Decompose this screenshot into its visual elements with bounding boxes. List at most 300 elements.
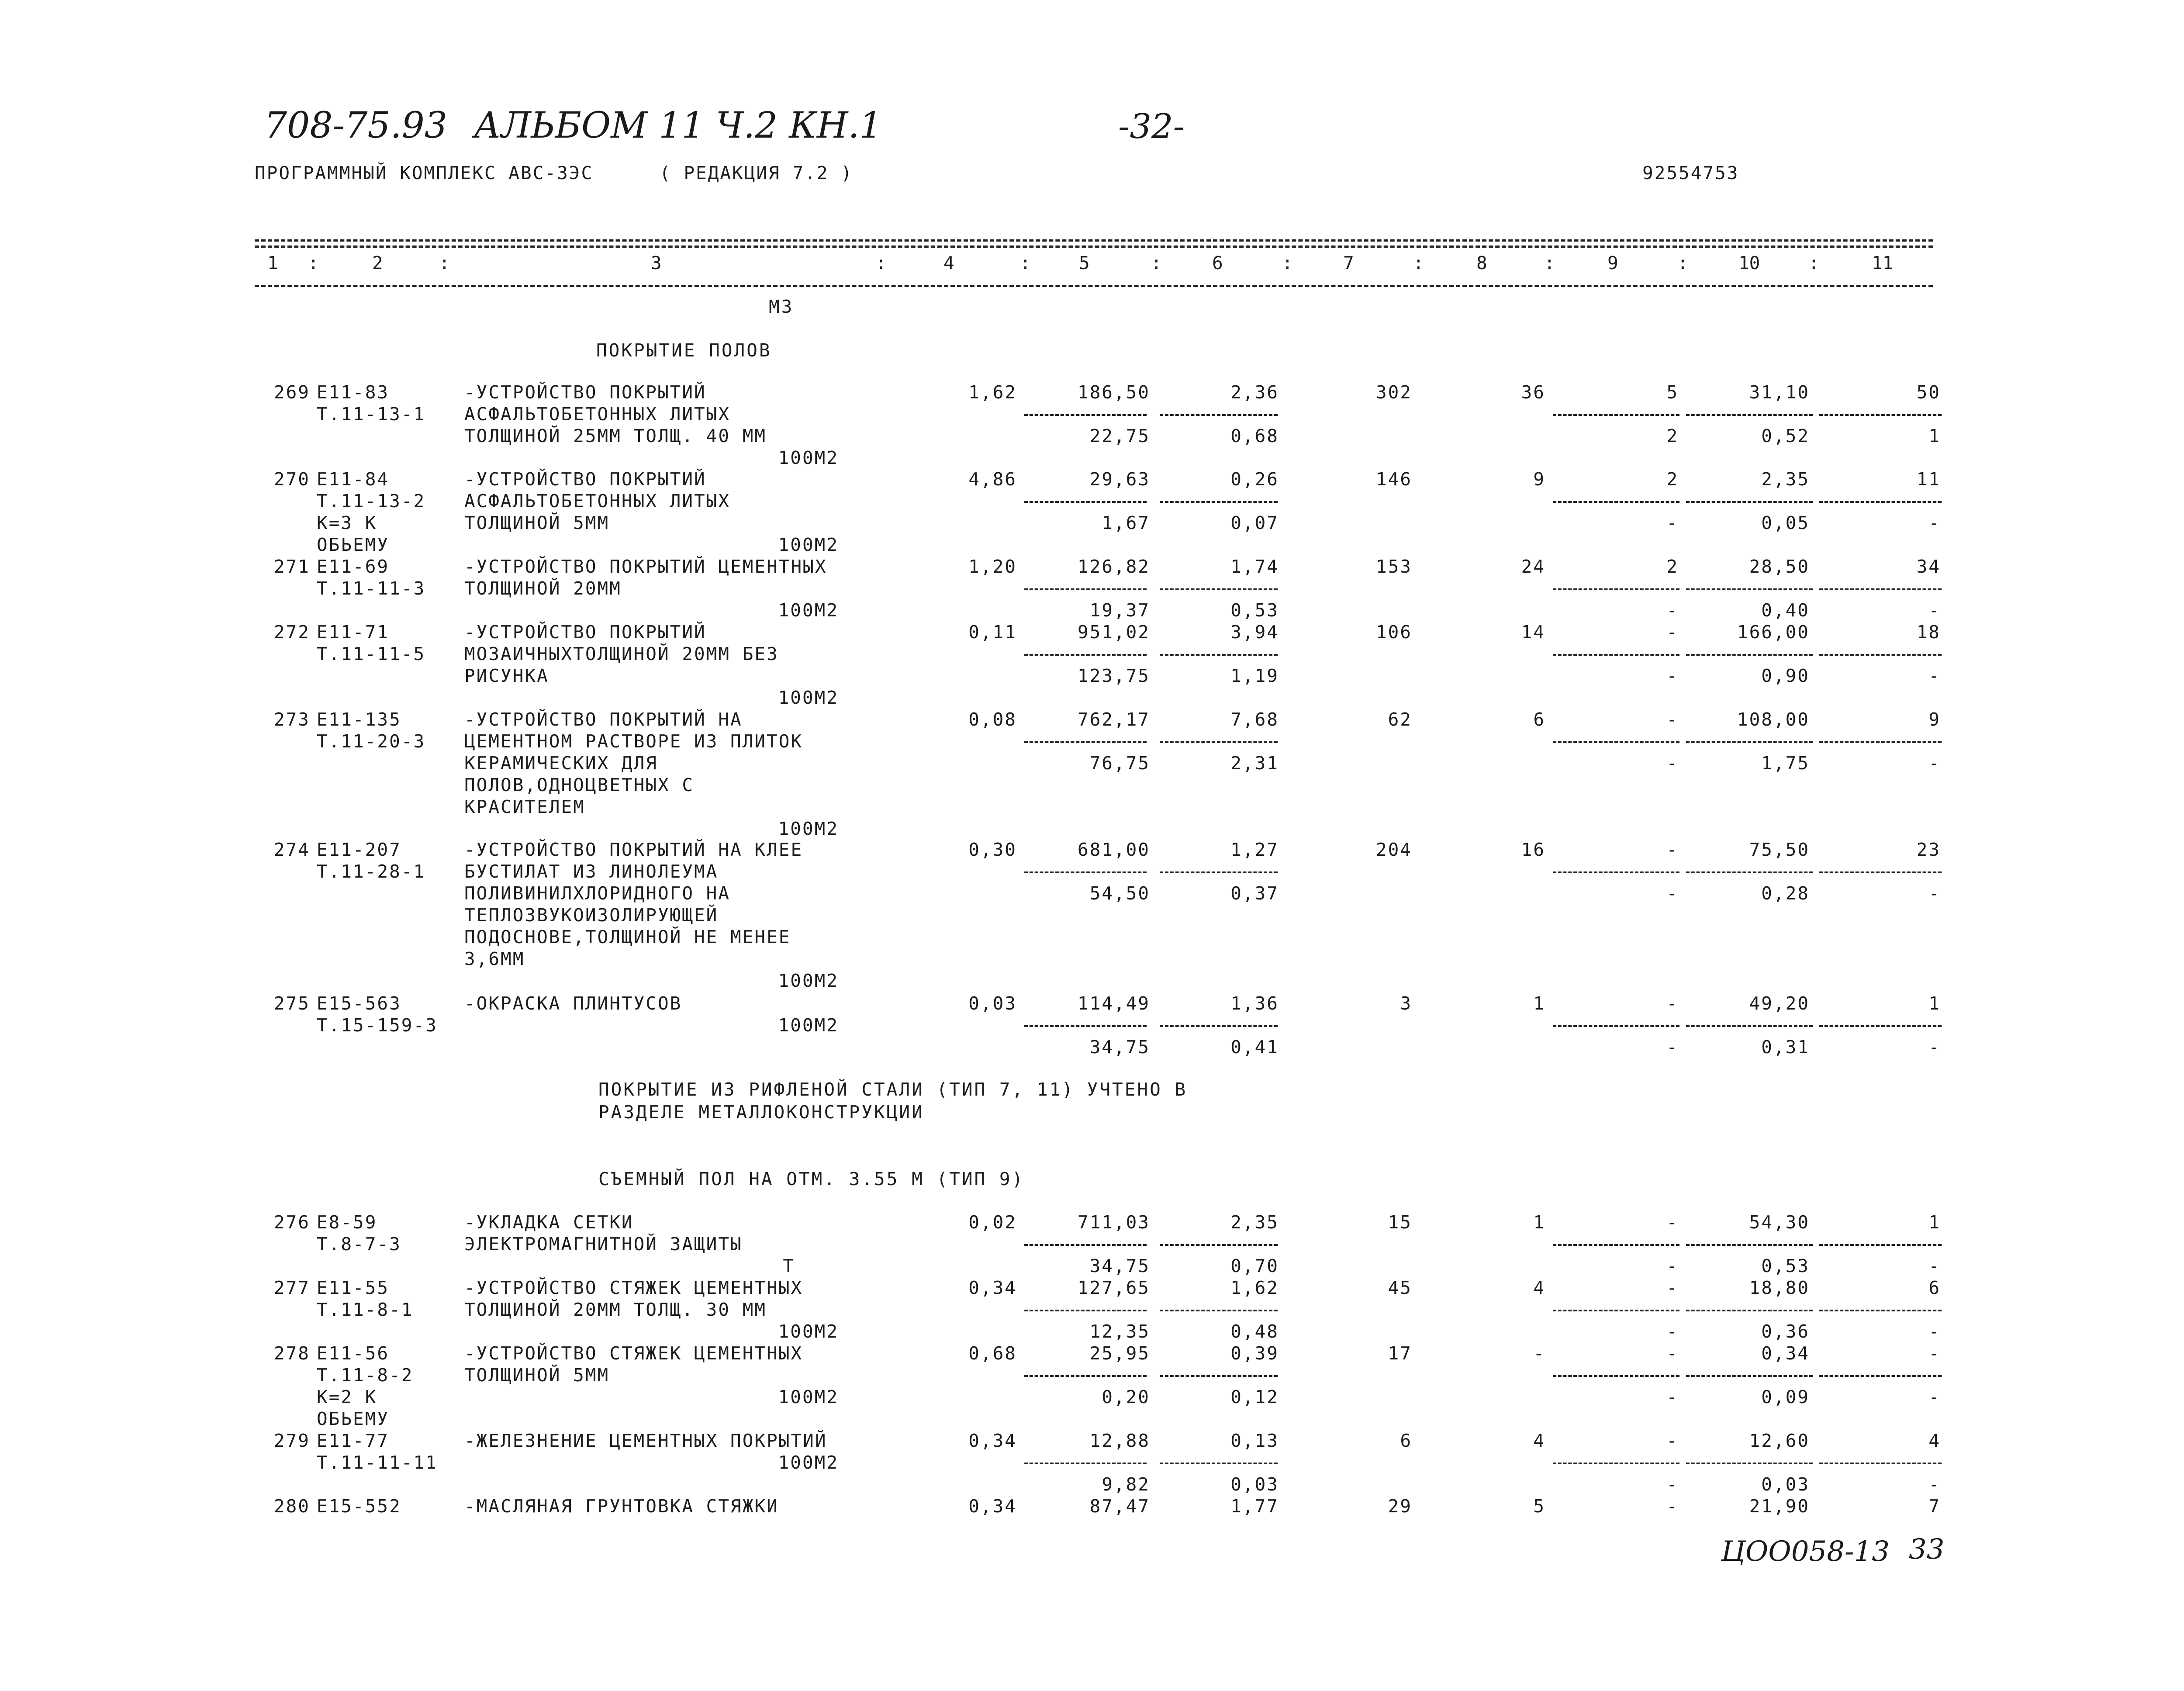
- subtotal-rule: [1024, 1463, 1147, 1464]
- labor-unit: 28,50: [1749, 556, 1810, 577]
- sheet-number: 33: [1909, 1533, 1945, 1566]
- subtotal-rule: [1553, 1375, 1679, 1377]
- labor-unit: 12,60: [1749, 1430, 1810, 1451]
- row-number: 280: [273, 1496, 310, 1517]
- col-sep: :: [1020, 252, 1031, 273]
- subtotal-rule: [1819, 741, 1942, 743]
- subtotal-rule: [1553, 1025, 1679, 1027]
- norm-code: Е11-84: [317, 469, 390, 490]
- description-line: АСФАЛЬТОБЕТОННЫХ ЛИТЫХ: [464, 491, 731, 512]
- unit-cost-wages: 76,75: [1089, 753, 1150, 774]
- unit-cost: 126,82: [1077, 556, 1150, 577]
- labor-total: 1: [1928, 993, 1941, 1014]
- total-cost: 153: [1375, 556, 1412, 577]
- col-10: 10: [1738, 252, 1760, 273]
- machine-wages: -: [1666, 1037, 1679, 1058]
- row-number: 269: [273, 382, 310, 403]
- col-sep: :: [1282, 252, 1293, 273]
- labor-total-machine: -: [1928, 512, 1941, 533]
- labor-total: 18: [1916, 622, 1941, 643]
- rule-top: [255, 239, 1933, 242]
- table-code: Т.11-11-11: [317, 1452, 438, 1473]
- description-line: ТОЛЩИНОЙ 5ММ: [464, 512, 610, 533]
- col-sep: :: [439, 252, 450, 273]
- col-sep: :: [1808, 252, 1819, 273]
- subtotal-rule: [1160, 501, 1278, 503]
- labor-unit: 0,34: [1761, 1343, 1810, 1364]
- description-line: ТОЛЩИНОЙ 25ММ ТОЛЩ. 40 ММ: [464, 425, 767, 446]
- col-sep: :: [876, 252, 887, 273]
- unit-cost-wages: 9,82: [1102, 1474, 1150, 1495]
- norm-code: Е15-563: [317, 993, 401, 1014]
- total-cost: 146: [1375, 469, 1412, 490]
- labor-unit-machine: 0,03: [1761, 1474, 1810, 1495]
- labor-total-machine: -: [1928, 1255, 1941, 1276]
- subtotal-rule: [1553, 588, 1679, 590]
- labor-total: 9: [1928, 709, 1941, 730]
- machine-wages: -: [1666, 1474, 1679, 1495]
- description-line: ТОЛЩИНОЙ 20ММ: [464, 578, 622, 599]
- labor: 1,77: [1230, 1496, 1279, 1517]
- quantity: 0,34: [968, 1277, 1017, 1298]
- unit: 100М2: [778, 818, 839, 839]
- unit-cost: 681,00: [1077, 839, 1150, 860]
- labor-total: 6: [1928, 1277, 1941, 1298]
- norm-code: Е11-69: [317, 556, 390, 577]
- labor-total: 34: [1916, 556, 1941, 577]
- subtotal-rule: [1819, 414, 1942, 416]
- unit: Т: [783, 1255, 795, 1276]
- wages: 24: [1521, 556, 1545, 577]
- norm-code: Е11-55: [317, 1277, 390, 1298]
- wages: 1: [1533, 1212, 1545, 1233]
- document-id: 92554753: [1642, 163, 1739, 183]
- labor-total-machine: -: [1928, 1387, 1941, 1407]
- labor-total: 23: [1916, 839, 1941, 860]
- description-line: ПОЛИВИНИЛХЛОРИДНОГО НА: [464, 883, 731, 904]
- section-heading-raised-floor: СЪЕМНЫЙ ПОЛ НА ОТМ. 3.55 М (ТИП 9): [598, 1169, 1025, 1190]
- labor-unit-machine: 0,90: [1761, 665, 1810, 686]
- labor-unit-machine: 0,53: [1761, 1255, 1810, 1276]
- subtotal-rule: [1024, 741, 1147, 743]
- description-line: ТЕПЛОЗВУКОИЗОЛИРУЮЩЕЙ: [464, 905, 719, 926]
- subtotal-rule: [1686, 588, 1813, 590]
- col-1: 1: [267, 252, 278, 273]
- labor-unit: 166,00: [1737, 622, 1810, 643]
- subtotal-rule: [1686, 501, 1813, 503]
- col-3: 3: [651, 252, 662, 273]
- subtotal-rule: [1686, 1025, 1813, 1027]
- description-line: МОЗАИЧНЫХТОЛЩИНОЙ 20ММ БЕЗ: [464, 643, 779, 664]
- labor-total: 11: [1916, 469, 1941, 490]
- page-number: -32-: [1118, 107, 1185, 146]
- subtotal-rule: [1553, 654, 1679, 656]
- labor: 3,94: [1230, 622, 1279, 643]
- description-line: -УСТРОЙСТВО ПОКРЫТИЙ НА: [464, 709, 743, 730]
- labor-machine: 0,70: [1230, 1255, 1279, 1276]
- subtotal-rule: [1819, 1025, 1942, 1027]
- machine-cost: 5: [1666, 382, 1679, 403]
- subtotal-rule: [1160, 588, 1278, 590]
- wages: 6: [1533, 709, 1545, 730]
- labor-total-machine: -: [1928, 1037, 1941, 1058]
- description-line: КЕРАМИЧЕСКИХ ДЛЯ: [464, 753, 658, 774]
- row-number: 277: [273, 1277, 310, 1298]
- labor-machine: 0,53: [1230, 600, 1279, 621]
- unit-cost: 87,47: [1089, 1496, 1150, 1517]
- labor-total: 1: [1928, 1212, 1941, 1233]
- machine-wages: -: [1666, 512, 1679, 533]
- subtotal-rule: [1160, 1463, 1278, 1464]
- table-code: Т.11-11-3: [317, 578, 426, 599]
- subtotal-rule: [1819, 654, 1942, 656]
- norm-code: Е8-59: [317, 1212, 377, 1233]
- note-line: ПОКРЫТИЕ ИЗ РИФЛЕНОЙ СТАЛИ (ТИП 7, 11) УЧТЕНО В: [598, 1079, 1188, 1100]
- description-line: ТОЛЩИНОЙ 20ММ ТОЛЩ. 30 ММ: [464, 1299, 767, 1320]
- labor: 1,62: [1230, 1277, 1279, 1298]
- labor-total-machine: -: [1928, 1474, 1941, 1495]
- subtotal-rule: [1024, 1310, 1147, 1311]
- labor: 2,35: [1230, 1212, 1279, 1233]
- subtotal-rule: [1553, 871, 1679, 873]
- col-sep: :: [1413, 252, 1424, 273]
- quantity: 0,02: [968, 1212, 1017, 1233]
- row-number: 272: [273, 622, 310, 643]
- labor-machine: 1,19: [1230, 665, 1279, 686]
- labor-machine: 0,07: [1230, 512, 1279, 533]
- unit-cost: 186,50: [1077, 382, 1150, 403]
- unit: 100М2: [778, 1452, 839, 1473]
- unit-cost-wages: 0,20: [1102, 1387, 1150, 1407]
- machine-wages: -: [1666, 753, 1679, 774]
- subtotal-rule: [1024, 501, 1147, 503]
- labor-total-machine: -: [1928, 753, 1941, 774]
- total-cost: 17: [1388, 1343, 1412, 1364]
- row-number: 275: [273, 993, 310, 1014]
- table-code: Т.11-13-1: [317, 404, 426, 425]
- subtotal-rule: [1686, 1463, 1813, 1464]
- wages: 5: [1533, 1496, 1545, 1517]
- labor: 1,36: [1230, 993, 1279, 1014]
- unit-cost-wages: 12,35: [1089, 1321, 1150, 1342]
- quantity: 0,68: [968, 1343, 1017, 1364]
- subtotal-rule: [1160, 1375, 1278, 1377]
- machine-wages: -: [1666, 1387, 1679, 1407]
- subtotal-rule: [1024, 654, 1147, 656]
- description-line: 3,6ММ: [464, 948, 525, 969]
- subtotal-rule: [1160, 1244, 1278, 1246]
- note-line: РАЗДЕЛЕ МЕТАЛЛОКОНСТРУКЦИИ: [598, 1102, 924, 1123]
- labor: 1,74: [1230, 556, 1279, 577]
- table-code: Т.11-8-2: [317, 1365, 414, 1386]
- unit: 100М2: [778, 447, 839, 468]
- description-line: -УСТРОЙСТВО СТЯЖЕК ЦЕМЕНТНЫХ: [464, 1277, 803, 1298]
- rule-top-2: [255, 246, 1933, 248]
- col-4: 4: [943, 252, 954, 273]
- norm-code: Е11-83: [317, 382, 390, 403]
- album-label: АЛЬБОМ 11 Ч.2 КН.1: [474, 105, 882, 146]
- unit: 100М2: [778, 1387, 839, 1407]
- norm-code: Е11-77: [317, 1430, 390, 1451]
- labor: 2,36: [1230, 382, 1279, 403]
- subtotal-rule: [1160, 414, 1278, 416]
- col-sep: :: [1151, 252, 1162, 273]
- machine-wages: -: [1666, 665, 1679, 686]
- row-number: 278: [273, 1343, 310, 1364]
- labor-unit: 54,30: [1749, 1212, 1810, 1233]
- total-cost: 106: [1375, 622, 1412, 643]
- wages: -: [1533, 1343, 1545, 1364]
- norm-code: Е11-207: [317, 839, 401, 860]
- row-number: 279: [273, 1430, 310, 1451]
- labor-total: -: [1928, 1343, 1941, 1364]
- labor-total-machine: -: [1928, 665, 1941, 686]
- total-cost: 45: [1388, 1277, 1412, 1298]
- description-line: ЦЕМЕНТНОМ РАСТВОРЕ ИЗ ПЛИТОК: [464, 731, 803, 752]
- unit-cost: 127,65: [1077, 1277, 1150, 1298]
- quantity: 0,34: [968, 1496, 1017, 1517]
- total-cost: 62: [1388, 709, 1412, 730]
- description-line: ПОЛОВ,ОДНОЦВЕТНЫХ С: [464, 775, 694, 795]
- machine-cost: -: [1666, 1430, 1679, 1451]
- unit: 100М2: [778, 600, 839, 621]
- machine-cost: -: [1666, 1343, 1679, 1364]
- description-line: -УСТРОЙСТВО ПОКРЫТИЙ: [464, 469, 706, 490]
- subtotal-rule: [1686, 654, 1813, 656]
- subtotal-rule: [1686, 871, 1813, 873]
- description-line: АСФАЛЬТОБЕТОННЫХ ЛИТЫХ: [464, 404, 731, 425]
- coefficient-note: ОБЬЕМУ: [317, 534, 390, 555]
- program-name: ПРОГРАММНЫЙ КОМПЛЕКС АВС-3ЭС: [255, 163, 594, 183]
- machine-cost: -: [1666, 839, 1679, 860]
- labor-total-machine: -: [1928, 600, 1941, 621]
- description-line: -УСТРОЙСТВО ПОКРЫТИЙ: [464, 382, 706, 403]
- rule-bottom: [255, 285, 1933, 287]
- description-line: ЭЛЕКТРОМАГНИТНОЙ ЗАЩИТЫ: [464, 1234, 743, 1255]
- labor: 0,39: [1230, 1343, 1279, 1364]
- description-line: -УКЛАДКА СЕТКИ: [464, 1212, 634, 1233]
- table-code: Т.11-28-1: [317, 861, 426, 882]
- subtotal-rule: [1686, 1244, 1813, 1246]
- subtotal-rule: [1686, 741, 1813, 743]
- labor-total-machine: 1: [1928, 425, 1941, 446]
- unit-cost-wages: 34,75: [1089, 1255, 1150, 1276]
- unit-label: М3: [769, 296, 794, 317]
- labor-total: 50: [1916, 382, 1941, 403]
- labor: 1,27: [1230, 839, 1279, 860]
- machine-wages: -: [1666, 600, 1679, 621]
- unit-cost: 25,95: [1089, 1343, 1150, 1364]
- labor-unit: 108,00: [1737, 709, 1810, 730]
- unit: 100М2: [778, 1321, 839, 1342]
- norm-code: Е11-135: [317, 709, 401, 730]
- subtotal-rule: [1160, 741, 1278, 743]
- table-code: Т.15-159-3: [317, 1015, 438, 1036]
- unit-cost-wages: 22,75: [1089, 425, 1150, 446]
- edition: ( РЕДАКЦИЯ 7.2 ): [660, 163, 853, 183]
- labor-unit: 49,20: [1749, 993, 1810, 1014]
- subtotal-rule: [1819, 501, 1942, 503]
- unit-cost-wages: 54,50: [1089, 883, 1150, 904]
- row-number: 273: [273, 709, 310, 730]
- labor-unit-machine: 0,31: [1761, 1037, 1810, 1058]
- table-code: Т.8-7-3: [317, 1234, 401, 1255]
- norm-code: Е11-71: [317, 622, 390, 643]
- unit-cost: 114,49: [1077, 993, 1150, 1014]
- table-code: Т.11-13-2: [317, 491, 426, 512]
- labor-total: 4: [1928, 1430, 1941, 1451]
- description-line: ТОЛЩИНОЙ 5ММ: [464, 1365, 610, 1386]
- unit: 100М2: [778, 534, 839, 555]
- subtotal-rule: [1553, 1310, 1679, 1311]
- subtotal-rule: [1553, 741, 1679, 743]
- description-line: БУСТИЛАТ ИЗ ЛИНОЛЕУМА: [464, 861, 719, 882]
- subtotal-rule: [1160, 1025, 1278, 1027]
- subtotal-rule: [1024, 871, 1147, 873]
- col-2: 2: [372, 252, 383, 273]
- machine-wages: 2: [1666, 425, 1679, 446]
- wages: 4: [1533, 1277, 1545, 1298]
- description-line: -УСТРОЙСТВО СТЯЖЕК ЦЕМЕНТНЫХ: [464, 1343, 803, 1364]
- machine-cost: -: [1666, 1277, 1679, 1298]
- machine-wages: -: [1666, 883, 1679, 904]
- col-11: 11: [1872, 252, 1894, 273]
- quantity: 0,03: [968, 993, 1017, 1014]
- wages: 1: [1533, 993, 1545, 1014]
- labor-unit-machine: 1,75: [1761, 753, 1810, 774]
- subtotal-rule: [1686, 414, 1813, 416]
- description-line: -ОКРАСКА ПЛИНТУСОВ: [464, 993, 682, 1014]
- subtotal-rule: [1160, 654, 1278, 656]
- subtotal-rule: [1024, 1375, 1147, 1377]
- quantity: 1,20: [968, 556, 1017, 577]
- machine-cost: 2: [1666, 556, 1679, 577]
- col-8: 8: [1476, 252, 1487, 273]
- subtotal-rule: [1553, 1463, 1679, 1464]
- col-sep: :: [308, 252, 319, 273]
- total-cost: 15: [1388, 1212, 1412, 1233]
- doc-code: 708-75.93: [264, 105, 447, 146]
- description-line: ПОДОСНОВЕ,ТОЛЩИНОЙ НЕ МЕНЕЕ: [464, 927, 791, 948]
- subtotal-rule: [1024, 1025, 1147, 1027]
- unit-cost: 951,02: [1077, 622, 1150, 643]
- subtotal-rule: [1024, 414, 1147, 416]
- subtotal-rule: [1819, 871, 1942, 873]
- labor-machine: 0,48: [1230, 1321, 1279, 1342]
- table-code: Т.11-8-1: [317, 1299, 414, 1320]
- labor-unit: 18,80: [1749, 1277, 1810, 1298]
- description-line: -МАСЛЯНАЯ ГРУНТОВКА СТЯЖКИ: [464, 1496, 779, 1517]
- subtotal-rule: [1024, 1244, 1147, 1246]
- col-sep: :: [1544, 252, 1555, 273]
- subtotal-rule: [1686, 1310, 1813, 1311]
- labor-machine: 0,03: [1230, 1474, 1279, 1495]
- labor-machine: 0,68: [1230, 425, 1279, 446]
- total-cost: 6: [1400, 1430, 1412, 1451]
- norm-code: Е11-56: [317, 1343, 390, 1364]
- unit-cost-wages: 1,67: [1102, 512, 1150, 533]
- total-cost: 302: [1375, 382, 1412, 403]
- unit-cost-wages: 19,37: [1089, 600, 1150, 621]
- labor-unit-machine: 0,36: [1761, 1321, 1810, 1342]
- machine-cost: -: [1666, 1496, 1679, 1517]
- machine-cost: -: [1666, 993, 1679, 1014]
- labor-unit: 21,90: [1749, 1496, 1810, 1517]
- subtotal-rule: [1819, 588, 1942, 590]
- row-number: 270: [273, 469, 310, 490]
- labor-total: 7: [1928, 1496, 1941, 1517]
- quantity: 0,11: [968, 622, 1017, 643]
- wages: 9: [1533, 469, 1545, 490]
- wages: 14: [1521, 622, 1545, 643]
- subtotal-rule: [1686, 1375, 1813, 1377]
- wages: 36: [1521, 382, 1545, 403]
- labor-unit-machine: 0,52: [1761, 425, 1810, 446]
- machine-cost: -: [1666, 709, 1679, 730]
- coefficient: К=3 К: [317, 512, 377, 533]
- subtotal-rule: [1553, 501, 1679, 503]
- col-5: 5: [1079, 252, 1090, 273]
- unit-cost: 12,88: [1089, 1430, 1150, 1451]
- quantity: 1,62: [968, 382, 1017, 403]
- labor-machine: 0,37: [1230, 883, 1279, 904]
- unit: 100М2: [778, 687, 839, 708]
- section-heading-floors: ПОКРЫТИЕ ПОЛОВ: [596, 340, 772, 361]
- col-9: 9: [1607, 252, 1618, 273]
- machine-wages: -: [1666, 1321, 1679, 1342]
- col-7: 7: [1343, 252, 1354, 273]
- total-cost: 204: [1375, 839, 1412, 860]
- quantity: 0,08: [968, 709, 1017, 730]
- table-code: Т.11-20-3: [317, 731, 426, 752]
- col-6: 6: [1212, 252, 1223, 273]
- labor-unit-machine: 0,28: [1761, 883, 1810, 904]
- coefficient: К=2 К: [317, 1387, 377, 1407]
- machine-cost: 2: [1666, 469, 1679, 490]
- unit-cost: 711,03: [1077, 1212, 1150, 1233]
- row-number: 274: [273, 839, 310, 860]
- description-line: -ЖЕЛЕЗНЕНИЕ ЦЕМЕНТНЫХ ПОКРЫТИЙ: [464, 1430, 827, 1451]
- unit: 100М2: [778, 1015, 839, 1036]
- description-line: -УСТРОЙСТВО ПОКРЫТИЙ НА КЛЕЕ: [464, 839, 803, 860]
- coefficient-note: ОБЬЕМУ: [317, 1408, 390, 1429]
- description-line: -УСТРОЙСТВО ПОКРЫТИЙ: [464, 622, 706, 643]
- row-number: 271: [273, 556, 310, 577]
- labor-machine: 0,12: [1230, 1387, 1279, 1407]
- wages: 4: [1533, 1430, 1545, 1451]
- machine-cost: -: [1666, 1212, 1679, 1233]
- table-code: Т.11-11-5: [317, 643, 426, 664]
- unit: 100М2: [778, 970, 839, 991]
- unit-cost: 29,63: [1089, 469, 1150, 490]
- unit-cost: 762,17: [1077, 709, 1150, 730]
- labor-machine: 2,31: [1230, 753, 1279, 774]
- subtotal-rule: [1553, 1244, 1679, 1246]
- col-sep: :: [1677, 252, 1688, 273]
- wages: 16: [1521, 839, 1545, 860]
- archive-stamp: ЦОО058-13: [1721, 1535, 1890, 1568]
- labor: 7,68: [1230, 709, 1279, 730]
- quantity: 0,30: [968, 839, 1017, 860]
- subtotal-rule: [1160, 1310, 1278, 1311]
- subtotal-rule: [1160, 871, 1278, 873]
- labor-total-machine: -: [1928, 883, 1941, 904]
- total-cost: 29: [1388, 1496, 1412, 1517]
- machine-cost: -: [1666, 622, 1679, 643]
- unit-cost-wages: 123,75: [1077, 665, 1150, 686]
- unit-cost-wages: 34,75: [1089, 1037, 1150, 1058]
- description-line: РИСУНКА: [464, 665, 549, 686]
